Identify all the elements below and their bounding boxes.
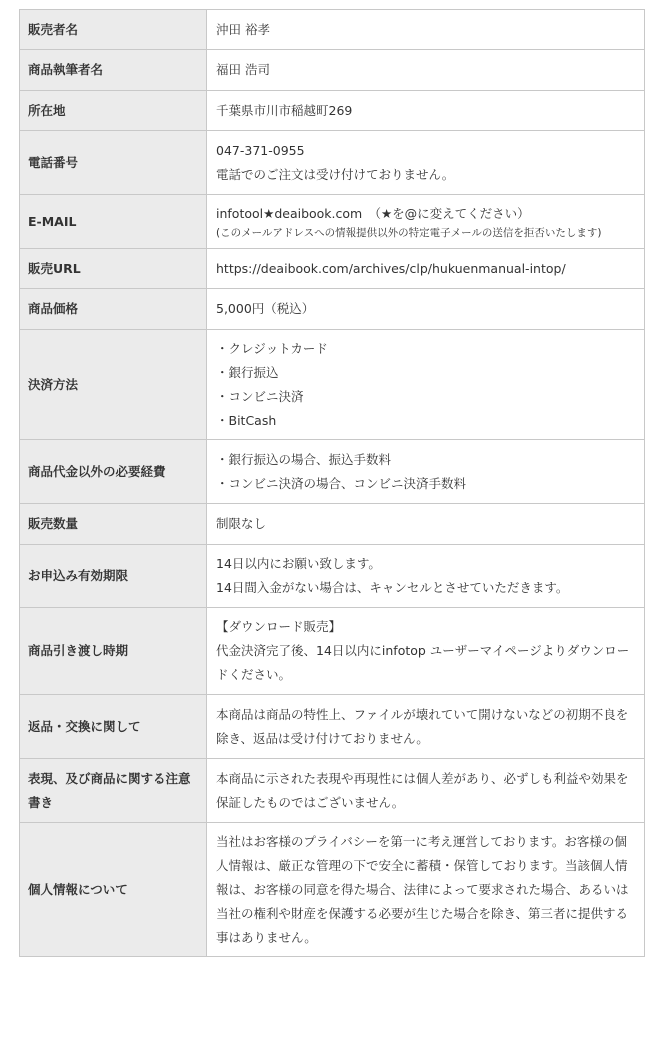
row-value: ・クレジットカード ・銀行振込 ・コンビニ決済 ・BitCash xyxy=(207,330,645,440)
row-label: 商品執筆者名 xyxy=(20,50,207,91)
row-label: 販売者名 xyxy=(20,10,207,50)
row-label: 表現、及び商品に関する注意書き xyxy=(20,759,207,823)
row-value: 【ダウンロード販売】 代金決済完了後、14日以内にinfotop ユーザーマイページよりダウンロードください。 xyxy=(207,608,645,695)
row-value: 5,000円（税込） xyxy=(207,289,645,330)
row-value: 14日以内にお願い致します。 14日間入金がない場合は、キャンセルとさせていただきます。 xyxy=(207,545,645,608)
table-row xyxy=(20,330,645,440)
row-value: 本商品は商品の特性上、ファイルが壊れていて開けないなどの初期不良を除き、返品は受け付けておりません。 xyxy=(207,695,645,759)
row-label: 返品・交換に関して xyxy=(20,695,207,759)
row-value: ・銀行振込の場合、振込手数料 ・コンビニ決済の場合、コンビニ決済手数料 xyxy=(207,440,645,504)
row-label: 決済方法 xyxy=(20,330,207,440)
row-value: 千葉県市川市稲越町269 xyxy=(207,91,645,131)
row-label: 商品価格 xyxy=(20,289,207,330)
row-label: 電話番号 xyxy=(20,131,207,195)
sales-url: https://deaibook.com/archives/clp/hukuenmanual-intop/ xyxy=(216,260,566,276)
table-row xyxy=(20,759,645,823)
table-row xyxy=(20,608,645,695)
table-row xyxy=(20,195,645,249)
table-row xyxy=(20,91,645,131)
row-label: 商品代金以外の必要経費 xyxy=(20,440,207,504)
row-label: 商品引き渡し時期 xyxy=(20,608,207,695)
row-value: 047-371-0955 電話でのご注文は受け付けておりません。 xyxy=(207,131,645,195)
table-row xyxy=(20,545,645,608)
email-address: infotool★deaibook.com （★を@に変えてください） xyxy=(216,205,530,221)
row-label: 個人情報について xyxy=(20,823,207,957)
table-row xyxy=(20,10,645,50)
table-row xyxy=(20,289,645,330)
row-value: 本商品に示された表現や再現性には個人差があり、必ずしも利益や効果を保証したものではございません。 xyxy=(207,759,645,823)
row-value xyxy=(207,249,645,289)
row-value: 制限なし xyxy=(207,504,645,545)
row-value xyxy=(207,195,645,249)
table-row xyxy=(20,504,645,545)
table-row xyxy=(20,50,645,91)
row-label: E-MAIL xyxy=(20,195,207,249)
email-note: (このメールアドレスへの情報提供以外の特定電子メールの送信を拒否いたします) xyxy=(216,226,602,239)
table-row xyxy=(20,249,645,289)
row-label: 販売URL xyxy=(20,249,207,289)
table-row xyxy=(20,131,645,195)
row-value: 当社はお客様のプライバシーを第一に考え運営しております。お客様の個人情報は、厳正な管理の下で安全に蓄積・保管しております。当該個人情報は、お客様の同意を得た場合、法律によって要求された場合、あるいは当社の権利や財産を保護する必要が生じた場合を除き、第三者に提供する事はありません。 xyxy=(207,823,645,957)
row-value: 沖田 裕孝 xyxy=(207,10,645,50)
row-label: お申込み有効期限 xyxy=(20,545,207,608)
table-row xyxy=(20,695,645,759)
row-label: 所在地 xyxy=(20,91,207,131)
seller-info-table xyxy=(19,9,645,957)
row-label: 販売数量 xyxy=(20,504,207,545)
table-row xyxy=(20,440,645,504)
table-row xyxy=(20,823,645,957)
row-value: 福田 浩司 xyxy=(207,50,645,91)
